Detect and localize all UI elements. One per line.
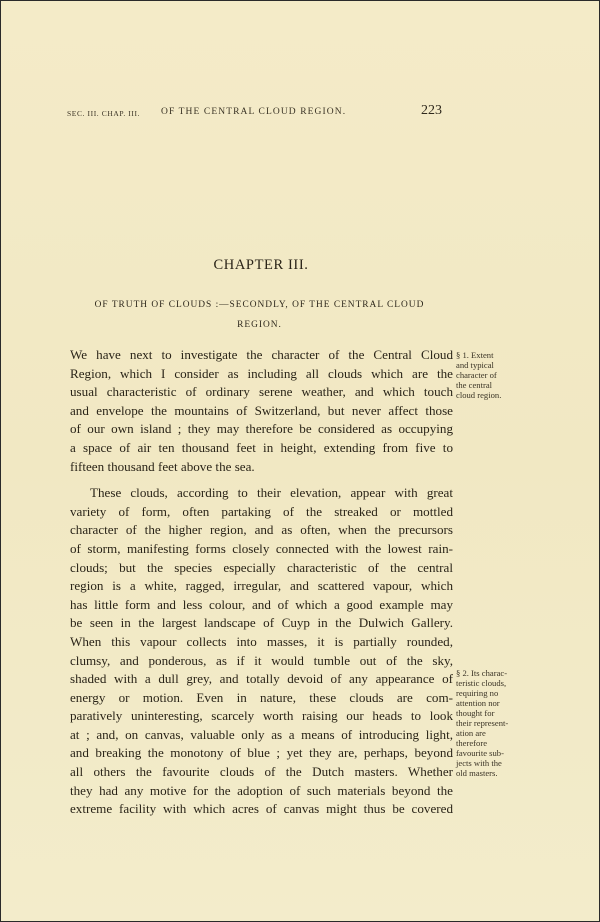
text-line: a space of air ten thousand feet in height, extending from five to [70, 439, 453, 455]
text-line: variety of form, often partaking of the streaked or mottled [70, 503, 453, 519]
text-line: shaded with a dull grey, and totally devoid of any appearance of [70, 671, 453, 687]
text-line: region is a white, ragged, irregular, and scattered vapour, which [70, 578, 453, 594]
paragraph-2 [70, 484, 453, 819]
text-line: has little form and less colour, and of which a good example may [70, 596, 453, 612]
text-line: energy or motion. Even in nature, these clouds are com- [70, 689, 453, 705]
text-line: be seen in the largest landscape of Cuyp in the Dulwich Gallery. [70, 615, 453, 631]
text-line: When this vapour collects into masses, it is partially rounded, [70, 633, 453, 649]
text-line: clouds; but the species especially characteristic of the central [70, 559, 453, 575]
running-head [67, 105, 457, 125]
text-line: Region, which I consider as including all clouds which are the [70, 365, 453, 381]
running-head-section: SEC. III. CHAP. III. [67, 109, 141, 118]
chapter-subtitle [87, 295, 432, 335]
text-line: paratively uninteresting, scarcely worth raising our heads to look [70, 708, 453, 724]
text-line: fifteen thousand feet above the sea. [70, 458, 255, 474]
text-line: extreme facility with which acres of canvas might thus be covered [70, 801, 453, 817]
text-line: and envelope the mountains of Switzerland, but never affect those [70, 402, 453, 418]
chapter-subtitle-line-1: OF TRUTH OF CLOUDS :—SECONDLY, OF THE CENTRAL CLOUD [94, 300, 425, 310]
sidenote-section-1: § 1. Extent and typical character of the central cloud region. [456, 350, 502, 400]
text-line: usual characteristic of ordinary serene weather, and which touch [70, 384, 453, 400]
text-line: These clouds, according to their elevation, appear with great [90, 485, 453, 501]
page-number: 223 [421, 103, 442, 118]
sidenote-section-2: § 2. Its charac- teristic clouds, requiring no attention nor thought for their represent- ation are therefore favourite sub- jects with the old masters. [456, 668, 509, 778]
text-line: character of the higher region, and as often, when the precursors [70, 522, 453, 538]
chapter-heading: CHAPTER III. [213, 257, 309, 273]
chapter-subtitle-line-2: REGION. [237, 320, 282, 330]
text-line: of storm, manifesting forms closely connected with the lowest rain- [70, 540, 453, 556]
text-line: they had any motive for the adoption of such materials beyond the [70, 782, 453, 798]
dropcap-word: We [70, 347, 88, 362]
running-head-title: OF THE CENTRAL CLOUD REGION. [161, 107, 347, 117]
text-line: clumsy, and ponderous, as if it would tumble out of the sky, [70, 652, 453, 668]
text-line: of our own island ; they may therefore be considered as occupying [70, 421, 453, 437]
text-line: and breaking the monotony of blue ; yet they are, perhaps, beyond [70, 745, 453, 761]
text-line: all others the favourite clouds of the Dutch masters. Whether [70, 764, 453, 780]
body-text [70, 346, 453, 819]
text-line: at ; and, on canvas, valuable only as a means of introducing light, [70, 726, 453, 742]
text-line: We have next to investigate the character of the Central Cloud [70, 347, 453, 362]
paragraph-1 [70, 346, 453, 476]
